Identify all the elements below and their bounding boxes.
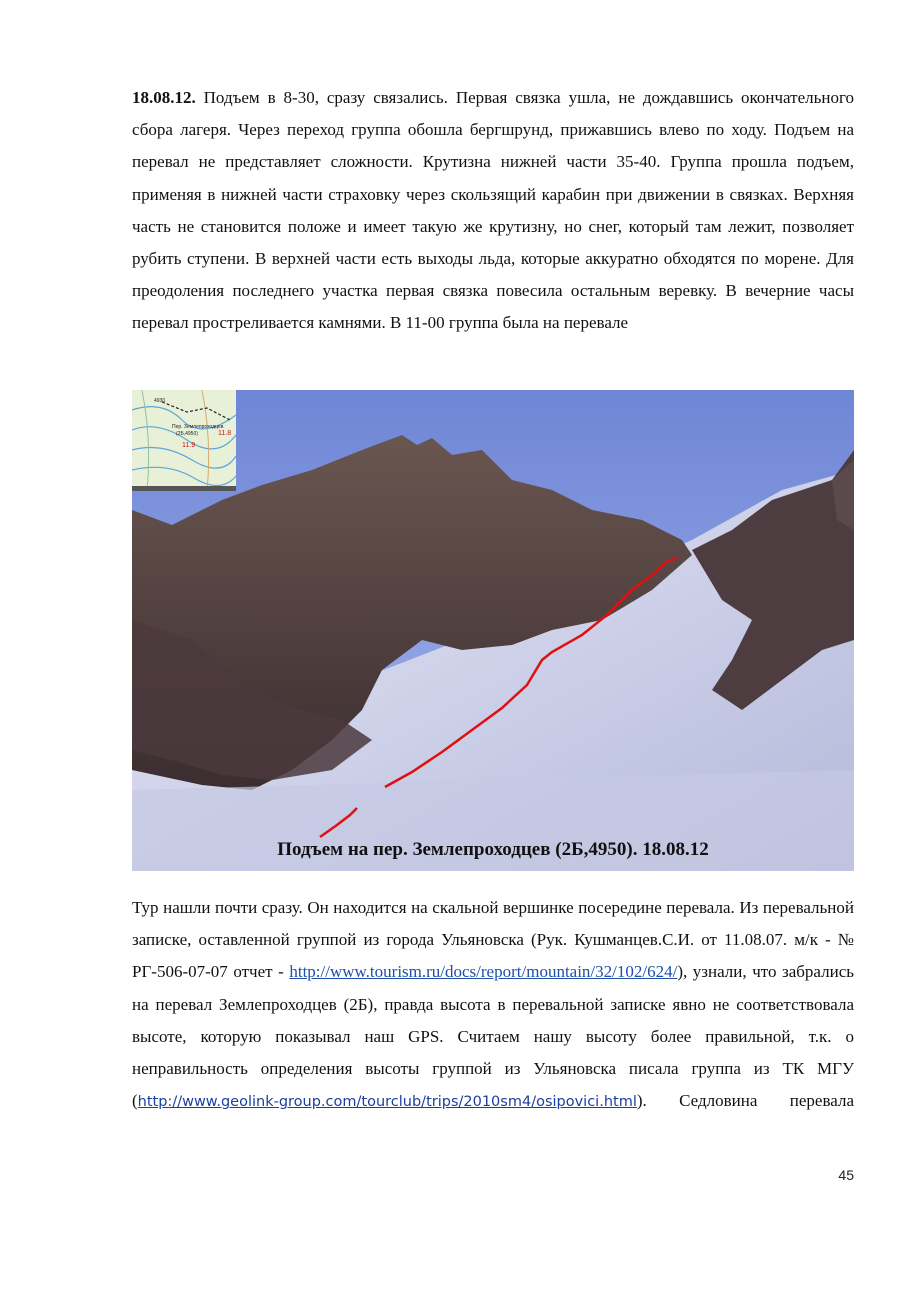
map-label-camp-2: 11.9	[182, 442, 196, 449]
report-link-tourism[interactable]: http://www.tourism.ru/docs/report/mountain/32/102/624/	[289, 962, 678, 982]
report-link-geolink[interactable]: http://www.geolink-group.com/tourclub/trips/2010sm4/osipovici.html	[137, 1094, 637, 1111]
paragraph-summit-text-1: Тур нашли почти сразу. Он находится на скальной вершинке посередине перевала. Из перевальной записке, оставленной группой из города Ульяновска (Рук. Кушманцев.С.И. от 11.08.07. м/к - № РГ-506-07-07 отчет -	[132, 898, 854, 982]
map-label-grade: (2Б,4950)	[176, 431, 198, 437]
paragraph-summit-text-2: ), узнали, что забрались на перевал Землепроходцев (2Б), правда высота в перевальной записке явно не соответствовала высоте, которую показывал наш GPS. Считаем нашу высоту более правильной, т.к. о неправильность определения высоты группой из Ульяновска писала группа из ТК МГУ (	[132, 962, 854, 1111]
page-number: 45	[838, 1167, 854, 1183]
map-inset	[132, 390, 236, 491]
paragraph-ascent-text: Подъем в 8-30, сразу связались. Первая связка ушла, не дождавшись окончательного сбора лагеря. Через переход группа обошла бергшрунд, прижавшись влево по ходу. Подъем на перевал не представляет сложности. Крутизна нижней части 35-40. Группа прошла подъем, применяя в нижней части страховку через скользящий карабин при движении в связках. Верхняя часть не становится положе и имеет такую же крутизну, но снег, который там лежит, позволяет рубить ступени. В верхней части есть выходы льда, которые аккуратно обходятся по морене. Для преодоления последнего участка первая связка повесила остальным веревку. В вечерние часы перевал простреливается камнями. В 11-00 группа была на перевале	[132, 88, 854, 333]
paragraph-ascent	[132, 82, 854, 340]
pass-photo	[132, 390, 854, 871]
paragraph-summit-text-3: ). Седловина перевала	[636, 1091, 854, 1111]
paragraph-summit	[132, 892, 854, 1118]
entry-date: 18.08.12.	[132, 88, 196, 107]
map-label-camp-1: 11.8	[218, 430, 232, 437]
mountain-photo-image	[132, 390, 854, 871]
map-label-height: 4930	[154, 398, 166, 404]
photo-caption: Подъем на пер. Землепроходцев (2Б,4950). 18.08.12	[277, 839, 709, 860]
map-label-pass: Пер. Землепроходцев	[172, 424, 224, 430]
